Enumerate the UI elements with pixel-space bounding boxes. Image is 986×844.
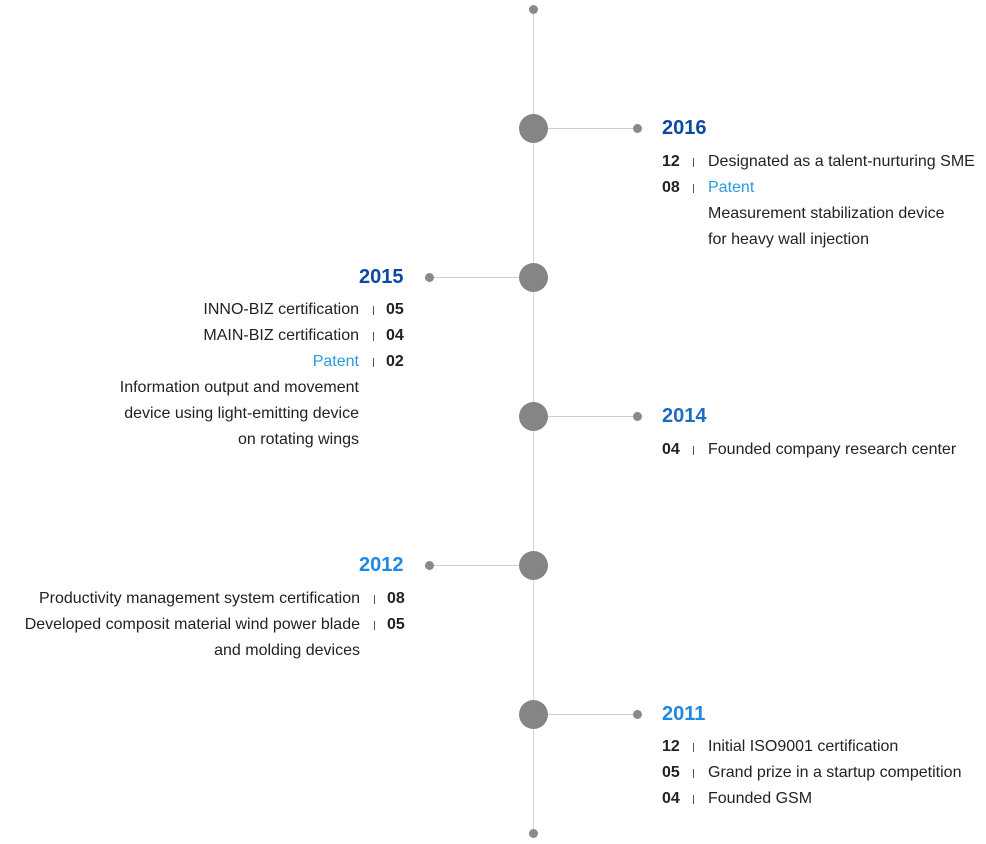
- entry-text: Designated as a talent-nurturing SME: [708, 153, 975, 170]
- entry-text: [120, 349, 359, 453]
- entry-tick: [374, 621, 375, 630]
- entry-tick: [373, 358, 374, 367]
- entry-text: Founded GSM: [708, 790, 813, 807]
- connector-dot-2011: [633, 710, 642, 719]
- connector-dot-2016: [633, 124, 642, 133]
- year-node-2011: [519, 700, 548, 729]
- year-heading-2011: 2011: [662, 703, 706, 725]
- entry-text: INNO-BIZ certification: [203, 301, 359, 318]
- entry-month: 05: [386, 301, 404, 318]
- entry-month: 04: [386, 327, 404, 344]
- entry-text-line: device using light-emitting device: [124, 405, 359, 422]
- entry-text-line: and molding devices: [214, 642, 360, 659]
- entry-month: 02: [386, 353, 404, 370]
- entry-text-line: Measurement stabilization device: [708, 205, 945, 222]
- entry-month: 05: [387, 616, 405, 633]
- entry-text-line: Information output and movement: [119, 379, 359, 396]
- entry-tick: [693, 769, 694, 778]
- entry-tick: [693, 743, 694, 752]
- entry-month: 12: [662, 153, 680, 170]
- entry-tick: [693, 446, 694, 455]
- entry-month: 08: [662, 179, 680, 196]
- connector-2011: [548, 714, 638, 715]
- year-heading-2014: 2014: [662, 405, 707, 427]
- entry-tick: [373, 332, 374, 341]
- year-heading-2012: 2012: [359, 554, 404, 576]
- entry-tick: [373, 306, 374, 315]
- entry-text: Initial ISO9001 certification: [708, 738, 899, 755]
- entry-tick: [693, 184, 694, 193]
- connector-2015: [429, 277, 519, 278]
- entry-text: Grand prize in a startup competition: [708, 764, 962, 781]
- year-heading-2016: 2016: [662, 117, 707, 139]
- connector-dot-2014: [633, 412, 642, 421]
- entry-month: 04: [662, 441, 680, 458]
- year-node-2016: [519, 114, 548, 143]
- connector-dot-2015: [425, 273, 434, 282]
- entry-text: Founded company research center: [708, 441, 957, 458]
- entry-tick: [374, 595, 375, 604]
- connector-2016: [548, 128, 638, 129]
- entry-text-line: on rotating wings: [238, 431, 359, 448]
- entry-text: MAIN-BIZ certification: [203, 327, 359, 344]
- timeline-start-dot: [529, 5, 538, 14]
- entry-month: 12: [662, 738, 680, 755]
- patent-label: Patent: [708, 179, 755, 196]
- entry-text-line: Developed composit material wind power blade: [24, 616, 360, 633]
- year-node-2015: [519, 263, 548, 292]
- connector-dot-2012: [425, 561, 434, 570]
- timeline-end-dot: [529, 829, 538, 838]
- connector-2012: [429, 565, 519, 566]
- patent-label: Patent: [312, 353, 359, 370]
- entry-text: [25, 612, 360, 664]
- entry-month: 05: [662, 764, 680, 781]
- year-node-2014: [519, 402, 548, 431]
- entry-month: 04: [662, 790, 680, 807]
- connector-2014: [548, 416, 638, 417]
- year-node-2012: [519, 551, 548, 580]
- entry-month: 08: [387, 590, 405, 607]
- entry-text: [708, 175, 945, 253]
- year-heading-2015: 2015: [359, 266, 404, 288]
- entry-text: Productivity management system certification: [38, 590, 360, 607]
- entry-tick: [693, 158, 694, 167]
- entry-tick: [693, 795, 694, 804]
- entry-text-line: for heavy wall injection: [708, 231, 869, 248]
